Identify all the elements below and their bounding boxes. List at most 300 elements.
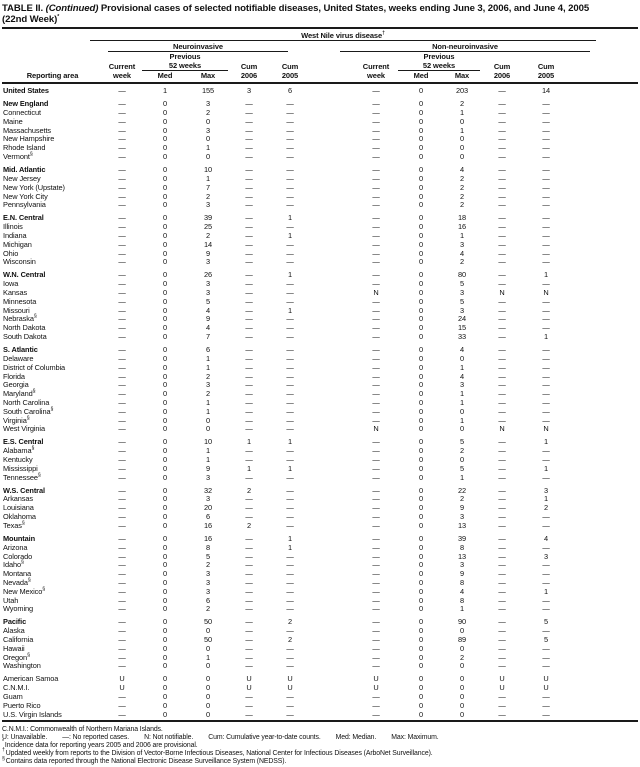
cell-value: 0 bbox=[162, 652, 167, 662]
cell-value: — bbox=[372, 652, 380, 662]
cell-value: — bbox=[245, 248, 253, 258]
cell-value: — bbox=[118, 213, 126, 223]
cell-value: 3 bbox=[205, 279, 210, 289]
legend-med: Med: Median. bbox=[335, 733, 377, 741]
cell-value: 0 bbox=[418, 99, 423, 109]
row-label: U.S. Virgin Islands bbox=[3, 709, 62, 719]
cell-value: 0 bbox=[162, 569, 167, 579]
cell-value: 50 bbox=[203, 617, 213, 627]
max-label-nonneuro: Max bbox=[454, 71, 470, 81]
cell-value: — bbox=[542, 239, 550, 249]
cell-value: — bbox=[118, 700, 126, 710]
cell-value: 0 bbox=[205, 415, 210, 425]
cell-value: — bbox=[498, 661, 506, 671]
cell-value: — bbox=[542, 345, 550, 355]
row-label: Michigan bbox=[3, 239, 32, 249]
cell-value: — bbox=[245, 455, 253, 464]
cell-value: — bbox=[542, 595, 550, 605]
cell-value: 89 bbox=[457, 635, 467, 644]
cell-value: 1 bbox=[246, 463, 251, 473]
cell-value: 0 bbox=[459, 406, 464, 416]
cell-value: — bbox=[245, 305, 253, 315]
cell-value: — bbox=[286, 692, 294, 702]
cell-value: — bbox=[245, 415, 253, 425]
cell-value: — bbox=[118, 248, 126, 258]
header-row-subgroups bbox=[2, 41, 638, 52]
row-label: Texas§ bbox=[3, 520, 25, 530]
cell-value: — bbox=[542, 116, 550, 126]
cell-value: — bbox=[286, 397, 294, 407]
cum2006-label-neuro: Cum bbox=[240, 62, 258, 72]
cell-value: 0 bbox=[162, 415, 167, 425]
row-label: American Samoa bbox=[3, 674, 59, 684]
cell-value: 0 bbox=[205, 643, 210, 653]
cell-value: U bbox=[287, 683, 293, 693]
cell-value: — bbox=[498, 239, 506, 249]
cell-value: — bbox=[286, 152, 294, 162]
cell-value: 50 bbox=[203, 635, 213, 644]
cell-value: 3 bbox=[205, 494, 210, 504]
cell-value: 3 bbox=[205, 99, 210, 109]
cell-value: — bbox=[498, 485, 506, 495]
cell-value: 0 bbox=[418, 362, 423, 372]
cell-value: 4 bbox=[205, 305, 210, 315]
cell-value: — bbox=[542, 182, 550, 192]
cell-value: — bbox=[542, 406, 550, 416]
cell-value: 0 bbox=[418, 305, 423, 315]
cell-value: — bbox=[118, 503, 126, 513]
previous-label-nonneuro: Previous bbox=[423, 52, 455, 62]
cell-value: 8 bbox=[459, 542, 464, 552]
cell-value: 0 bbox=[162, 380, 167, 390]
cell-value: 0 bbox=[205, 709, 210, 719]
cell-value: — bbox=[542, 222, 550, 232]
cell-value: — bbox=[118, 652, 126, 662]
cell-value: 0 bbox=[162, 455, 167, 464]
cell-value: 0 bbox=[418, 397, 423, 407]
cell-value: — bbox=[498, 165, 506, 175]
row-label: Arizona bbox=[3, 542, 28, 552]
cell-value: 0 bbox=[162, 463, 167, 473]
row-label: W.N. Central bbox=[3, 270, 46, 280]
cell-value: — bbox=[286, 494, 294, 504]
table-row bbox=[2, 495, 638, 504]
cell-value: 0 bbox=[162, 108, 167, 117]
current-label-neuro: Current bbox=[108, 62, 136, 72]
cell-value: U bbox=[373, 674, 379, 684]
cell-value: — bbox=[498, 314, 506, 324]
cell-value: — bbox=[498, 397, 506, 407]
row-footnote-marker: § bbox=[37, 472, 41, 479]
row-label: Indiana bbox=[3, 230, 27, 240]
row-footnote-marker: § bbox=[21, 520, 25, 527]
cell-value: 0 bbox=[162, 472, 167, 482]
cell-value: — bbox=[286, 239, 294, 249]
cell-value: 3 bbox=[205, 569, 210, 579]
table-row bbox=[2, 711, 638, 720]
cell-value: — bbox=[245, 569, 253, 579]
cell-value: — bbox=[118, 406, 126, 416]
cell-value: 10 bbox=[203, 437, 213, 447]
cell-value: — bbox=[498, 257, 506, 267]
cell-value: — bbox=[286, 472, 294, 482]
cell-value: 0 bbox=[418, 257, 423, 267]
cum2005-label-neuro: Cum bbox=[281, 62, 299, 72]
cell-value: — bbox=[542, 230, 550, 240]
cell-value: 1 bbox=[205, 652, 210, 662]
footnote-section bbox=[2, 755, 638, 766]
cell-value: 0 bbox=[418, 586, 423, 596]
cell-value: — bbox=[542, 569, 550, 579]
cell-value: 0 bbox=[418, 270, 423, 280]
cell-value: — bbox=[245, 323, 253, 333]
cell-value: — bbox=[498, 143, 506, 153]
row-label: New York City bbox=[3, 191, 48, 201]
cell-value: 0 bbox=[162, 143, 167, 153]
cell-value: — bbox=[286, 296, 294, 306]
cell-value: 0 bbox=[418, 569, 423, 579]
cell-value: 3 bbox=[205, 125, 210, 135]
cell-value: 5 bbox=[205, 551, 210, 561]
cell-value: 8 bbox=[459, 595, 464, 605]
cell-value: — bbox=[118, 542, 126, 552]
cell-value: — bbox=[542, 134, 550, 144]
cell-value: — bbox=[542, 455, 550, 464]
row-label: S. Atlantic bbox=[3, 345, 38, 355]
footnote-dagger-symbol: † bbox=[2, 747, 5, 754]
row-label: Louisiana bbox=[3, 503, 34, 513]
row-label: Tennessee§ bbox=[3, 472, 41, 482]
footnote-section-text: Contains data reported through the National Electronic Disease Surveillance System (NEDSS). bbox=[5, 757, 287, 765]
cell-value: — bbox=[498, 406, 506, 416]
row-label: Puerto Rico bbox=[3, 700, 41, 710]
cell-value: — bbox=[118, 288, 126, 297]
cell-value: — bbox=[118, 332, 126, 342]
cell-value: 0 bbox=[162, 182, 167, 192]
cell-value: 1 bbox=[459, 415, 464, 425]
cell-value: 5 bbox=[543, 617, 548, 627]
cell-value: — bbox=[286, 279, 294, 289]
cell-value: 3 bbox=[205, 380, 210, 390]
cell-value: 20 bbox=[203, 503, 213, 513]
cell-value: — bbox=[372, 485, 380, 495]
cell-value: 0 bbox=[459, 643, 464, 653]
cell-value: 9 bbox=[205, 314, 210, 324]
cell-value: 0 bbox=[418, 134, 423, 144]
cell-value: 4 bbox=[459, 586, 464, 596]
cell-value: — bbox=[498, 362, 506, 372]
row-label: Montana bbox=[3, 569, 32, 579]
cell-value: — bbox=[372, 700, 380, 710]
cell-value: 155 bbox=[201, 86, 215, 96]
cell-value: — bbox=[245, 182, 253, 192]
cell-value: 0 bbox=[418, 643, 423, 653]
cell-value: 3 bbox=[459, 512, 464, 522]
cell-value: — bbox=[542, 125, 550, 135]
cell-value: — bbox=[498, 173, 506, 183]
cell-value: 0 bbox=[162, 296, 167, 306]
cell-value: 1 bbox=[205, 397, 210, 407]
cell-value: 2 bbox=[459, 182, 464, 192]
cell-value: 4 bbox=[205, 323, 210, 333]
cnmi-note: C.N.M.I.: Commonwealth of Northern Mariana Islands. bbox=[2, 725, 163, 733]
cell-value: 2 bbox=[205, 604, 210, 614]
cell-value: — bbox=[372, 604, 380, 614]
cell-value: — bbox=[245, 353, 253, 363]
cell-value: — bbox=[542, 661, 550, 671]
previous-label-neuro: Previous bbox=[169, 52, 201, 62]
row-label: Connecticut bbox=[3, 108, 41, 117]
cell-value: — bbox=[245, 604, 253, 614]
row-footnote-marker: § bbox=[32, 388, 36, 395]
cell-value: — bbox=[245, 99, 253, 109]
table-title-rest: Provisional cases of selected notifiable diseases, United States, weeks ending June 3, 2006, and June 4, 2005 bbox=[98, 3, 590, 14]
cell-value: 2 bbox=[459, 191, 464, 201]
cell-value: 0 bbox=[205, 692, 210, 702]
cell-value: — bbox=[245, 222, 253, 232]
cell-value: 0 bbox=[162, 116, 167, 126]
cell-value: 0 bbox=[418, 332, 423, 342]
cell-value: 5 bbox=[205, 296, 210, 306]
cell-value: 3 bbox=[459, 560, 464, 570]
cell-value: — bbox=[372, 692, 380, 702]
cell-value: U bbox=[287, 674, 293, 684]
max-label-neuro: Max bbox=[200, 71, 216, 81]
table-row bbox=[2, 522, 638, 531]
cell-value: 0 bbox=[418, 125, 423, 135]
cell-value: 0 bbox=[418, 520, 423, 530]
cell-value: — bbox=[372, 595, 380, 605]
cell-value: — bbox=[245, 652, 253, 662]
cell-value: — bbox=[118, 520, 126, 530]
cell-value: 2 bbox=[459, 652, 464, 662]
table-bottom-rule bbox=[2, 720, 638, 722]
cell-value: — bbox=[118, 134, 126, 144]
cell-value: — bbox=[245, 472, 253, 482]
cell-value: — bbox=[542, 257, 550, 267]
cell-value: — bbox=[118, 345, 126, 355]
cell-value: 0 bbox=[418, 692, 423, 702]
cell-value: — bbox=[498, 520, 506, 530]
cell-value: 0 bbox=[418, 323, 423, 333]
cell-value: — bbox=[286, 577, 294, 587]
cell-value: — bbox=[372, 230, 380, 240]
cell-value: — bbox=[542, 305, 550, 315]
cell-value: — bbox=[245, 116, 253, 126]
cell-value: 3 bbox=[205, 288, 210, 297]
cell-value: — bbox=[498, 332, 506, 342]
week-label-nonneuro: week bbox=[367, 71, 385, 81]
cell-value: — bbox=[498, 533, 506, 543]
cell-value: 2 bbox=[287, 635, 292, 644]
cell-value: 1 bbox=[543, 463, 548, 473]
row-label: Washington bbox=[3, 661, 41, 671]
cell-value: U bbox=[119, 683, 125, 693]
cell-value: — bbox=[542, 371, 550, 381]
cell-value: — bbox=[286, 424, 294, 434]
cell-value: — bbox=[498, 99, 506, 109]
cell-value: — bbox=[542, 472, 550, 482]
cell-value: 3 bbox=[205, 586, 210, 596]
cell-value: U bbox=[499, 683, 505, 693]
legend-dash: —: No reported cases. bbox=[62, 733, 130, 741]
cell-value: — bbox=[245, 371, 253, 381]
legend-cum: Cum: Cumulative year-to-date counts. bbox=[208, 733, 321, 741]
cell-value: — bbox=[498, 586, 506, 596]
row-label: E.N. Central bbox=[3, 213, 44, 223]
cell-value: — bbox=[245, 709, 253, 719]
table-row bbox=[2, 474, 638, 483]
cell-value: — bbox=[372, 415, 380, 425]
cell-value: — bbox=[245, 362, 253, 372]
cell-value: — bbox=[498, 222, 506, 232]
cell-value: 0 bbox=[418, 551, 423, 561]
cell-value: 9 bbox=[205, 463, 210, 473]
cell-value: 0 bbox=[418, 709, 423, 719]
cell-value: — bbox=[498, 643, 506, 653]
cell-value: — bbox=[498, 437, 506, 447]
cell-value: 2 bbox=[246, 520, 251, 530]
year2006-label-neuro: 2006 bbox=[240, 71, 258, 81]
cell-value: — bbox=[245, 586, 253, 596]
cell-value: 3 bbox=[459, 380, 464, 390]
table-row bbox=[2, 153, 638, 162]
cell-value: 6 bbox=[205, 512, 210, 522]
cell-value: 0 bbox=[162, 709, 167, 719]
cell-value: 0 bbox=[418, 446, 423, 456]
row-label: Mountain bbox=[3, 533, 36, 543]
cell-value: — bbox=[286, 626, 294, 636]
cell-value: — bbox=[118, 173, 126, 183]
cell-value: 2 bbox=[205, 230, 210, 240]
cell-value: 1 bbox=[459, 125, 464, 135]
cell-value: — bbox=[498, 551, 506, 561]
cell-value: — bbox=[372, 472, 380, 482]
cell-value: 10 bbox=[203, 165, 213, 175]
cell-value: 2 bbox=[287, 617, 292, 627]
cell-value: 1 bbox=[459, 362, 464, 372]
cell-value: — bbox=[286, 371, 294, 381]
cell-value: — bbox=[118, 108, 126, 117]
row-label: Colorado bbox=[3, 551, 33, 561]
cell-value: 0 bbox=[162, 389, 167, 399]
cell-value: 5 bbox=[459, 437, 464, 447]
cell-value: — bbox=[245, 389, 253, 399]
cell-value: — bbox=[372, 577, 380, 587]
cell-value: 0 bbox=[162, 586, 167, 596]
cell-value: 0 bbox=[162, 446, 167, 456]
row-label: Alaska bbox=[3, 626, 25, 636]
cell-value: — bbox=[286, 134, 294, 144]
row-label: Massachusetts bbox=[3, 125, 51, 135]
footnote-section-symbol: § bbox=[2, 755, 5, 762]
cell-value: 0 bbox=[418, 560, 423, 570]
cell-value: 0 bbox=[459, 134, 464, 144]
cell-value: — bbox=[542, 108, 550, 117]
cell-value: 1 bbox=[459, 397, 464, 407]
cell-value: — bbox=[286, 257, 294, 267]
cell-value: — bbox=[372, 512, 380, 522]
cell-value: — bbox=[372, 314, 380, 324]
cell-value: 0 bbox=[459, 692, 464, 702]
cell-value: — bbox=[498, 415, 506, 425]
cell-value: — bbox=[372, 406, 380, 416]
cell-value: — bbox=[286, 415, 294, 425]
cell-value: — bbox=[542, 520, 550, 530]
cell-value: N bbox=[373, 424, 379, 434]
cell-value: — bbox=[245, 494, 253, 504]
cell-value: — bbox=[372, 323, 380, 333]
cell-value: 18 bbox=[457, 213, 467, 223]
row-label: Pacific bbox=[3, 617, 27, 627]
row-label: Wisconsin bbox=[3, 257, 36, 267]
cell-value: — bbox=[498, 692, 506, 702]
cell-value: 0 bbox=[418, 213, 423, 223]
cell-value: — bbox=[542, 279, 550, 289]
cell-value: — bbox=[372, 248, 380, 258]
cell-value: — bbox=[118, 380, 126, 390]
row-label: Maine bbox=[3, 116, 23, 126]
row-label: Pennsylvania bbox=[3, 200, 46, 210]
cell-value: 0 bbox=[162, 362, 167, 372]
cell-value: — bbox=[542, 709, 550, 719]
cell-value: — bbox=[498, 503, 506, 513]
cell-value: 0 bbox=[162, 533, 167, 543]
cell-value: 1 bbox=[162, 86, 167, 96]
cell-value: 7 bbox=[205, 332, 210, 342]
header-row-bottom bbox=[2, 71, 638, 80]
cell-value: — bbox=[118, 222, 126, 232]
table-row bbox=[2, 544, 638, 553]
cell-value: — bbox=[372, 635, 380, 644]
cell-value: — bbox=[542, 692, 550, 702]
cell-value: — bbox=[245, 503, 253, 513]
header-bottom-rule bbox=[2, 82, 638, 84]
cell-value: 0 bbox=[162, 371, 167, 381]
cell-value: — bbox=[498, 455, 506, 464]
cell-value: 0 bbox=[418, 595, 423, 605]
cell-value: 1 bbox=[459, 230, 464, 240]
cell-value: — bbox=[245, 577, 253, 587]
cell-value: 8 bbox=[205, 542, 210, 552]
cell-value: 1 bbox=[287, 230, 292, 240]
cell-value: — bbox=[245, 692, 253, 702]
cell-value: — bbox=[118, 446, 126, 456]
cell-value: — bbox=[372, 99, 380, 109]
cell-value: — bbox=[542, 577, 550, 587]
cell-value: 0 bbox=[418, 165, 423, 175]
cell-value: 0 bbox=[459, 709, 464, 719]
cell-value: 0 bbox=[418, 296, 423, 306]
cell-value: — bbox=[118, 182, 126, 192]
row-label: Georgia bbox=[3, 380, 29, 390]
cell-value: — bbox=[498, 270, 506, 280]
cell-value: 1 bbox=[246, 437, 251, 447]
cell-value: — bbox=[286, 709, 294, 719]
row-label: Missouri bbox=[3, 305, 30, 315]
cell-value: 90 bbox=[457, 617, 467, 627]
cell-value: — bbox=[542, 362, 550, 372]
cell-value: — bbox=[372, 213, 380, 223]
cell-value: 0 bbox=[162, 239, 167, 249]
table-row bbox=[2, 333, 638, 342]
cell-value: 0 bbox=[162, 520, 167, 530]
cell-value: 0 bbox=[459, 683, 464, 693]
med-label-nonneuro: Med bbox=[413, 71, 429, 81]
cell-value: — bbox=[118, 512, 126, 522]
cell-value: — bbox=[118, 709, 126, 719]
cell-value: — bbox=[372, 617, 380, 627]
